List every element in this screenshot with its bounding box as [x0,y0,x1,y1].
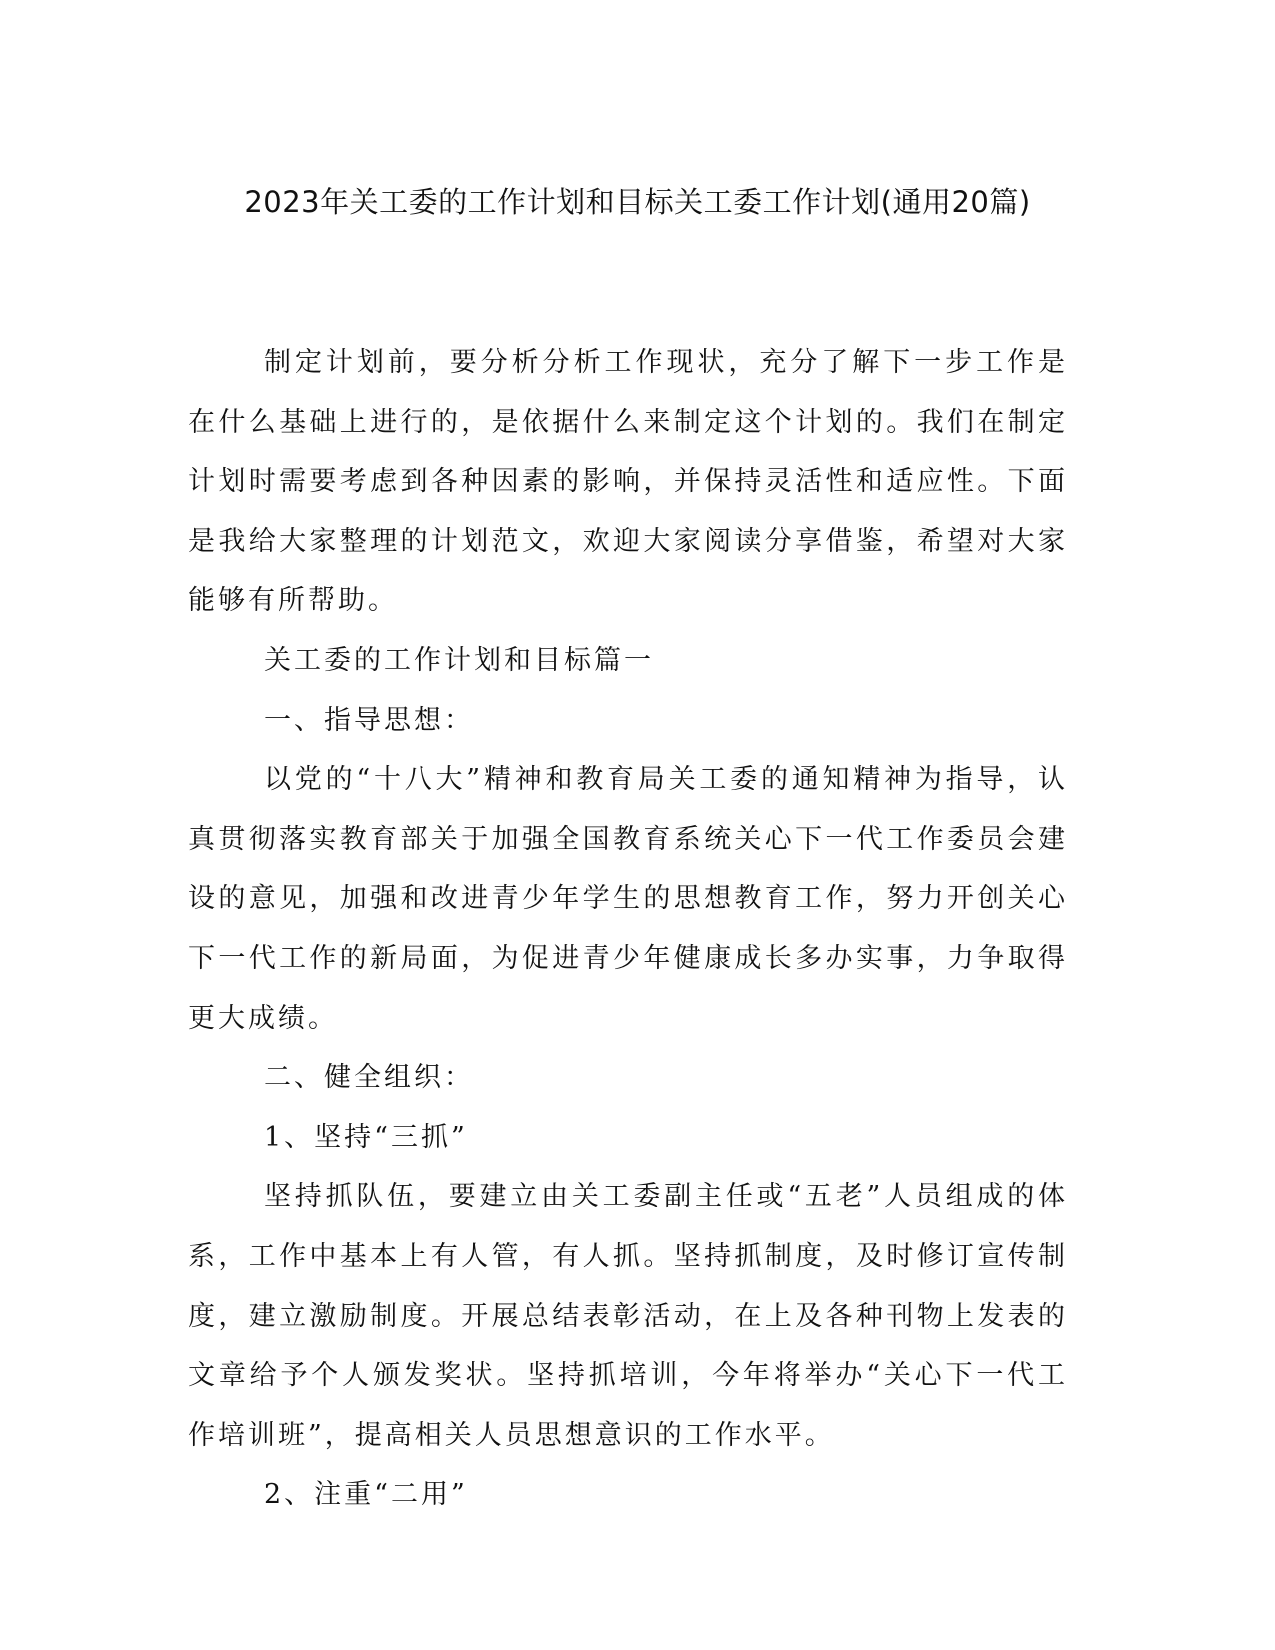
document-title: 2023年关工委的工作计划和目标关工委工作计划(通用20篇) [244,185,1031,219]
document-body [188,333,1068,1525]
intro-paragraph: 制定计划前，要分析分析工作现状，充分了解下一步工作是在什么基础上进行的，是依据什么来制定这个计划的。我们在制定计划时需要考虑到各种因素的影响，并保持灵活性和适应性。下面是我给大家整理的计划范文，欢迎大家阅读分享借鉴，希望对大家能够有所帮助。 [188,347,1068,617]
three-grasps-paragraph: 坚持抓队伍，要建立由关工委副主任或“五老”人员组成的体系，工作中基本上有人管，有人抓。坚持抓制度，及时修订宣传制度，建立激励制度。开展总结表彰活动，在上及各种刊物上发表的文章给予个人颁发奖状。坚持抓培训，今年将举办“关心下一代工作培训班”，提高相关人员思想意识的工作水平。 [188,1181,1068,1451]
heading-guiding-ideology: 一、指导思想： [264,704,474,736]
section-heading-part-one: 关工委的工作计划和目标篇一 [264,644,654,676]
subheading-two-uses: 2、注重“二用” [264,1479,468,1511]
guiding-ideology-paragraph: 以党的“十八大”精神和教育局关工委的通知精神为指导，认真贯彻落实教育部关于加强全国教育系统关心下一代工作委员会建设的意见，加强和改进青少年学生的思想教育工作，努力开创关心下一代工作的新局面，为促进青少年健康成长多办实事，力争取得更大成绩。 [188,764,1068,1034]
subheading-three-grasps: 1、坚持“三抓” [264,1121,468,1153]
heading-organization: 二、健全组织： [264,1062,474,1094]
